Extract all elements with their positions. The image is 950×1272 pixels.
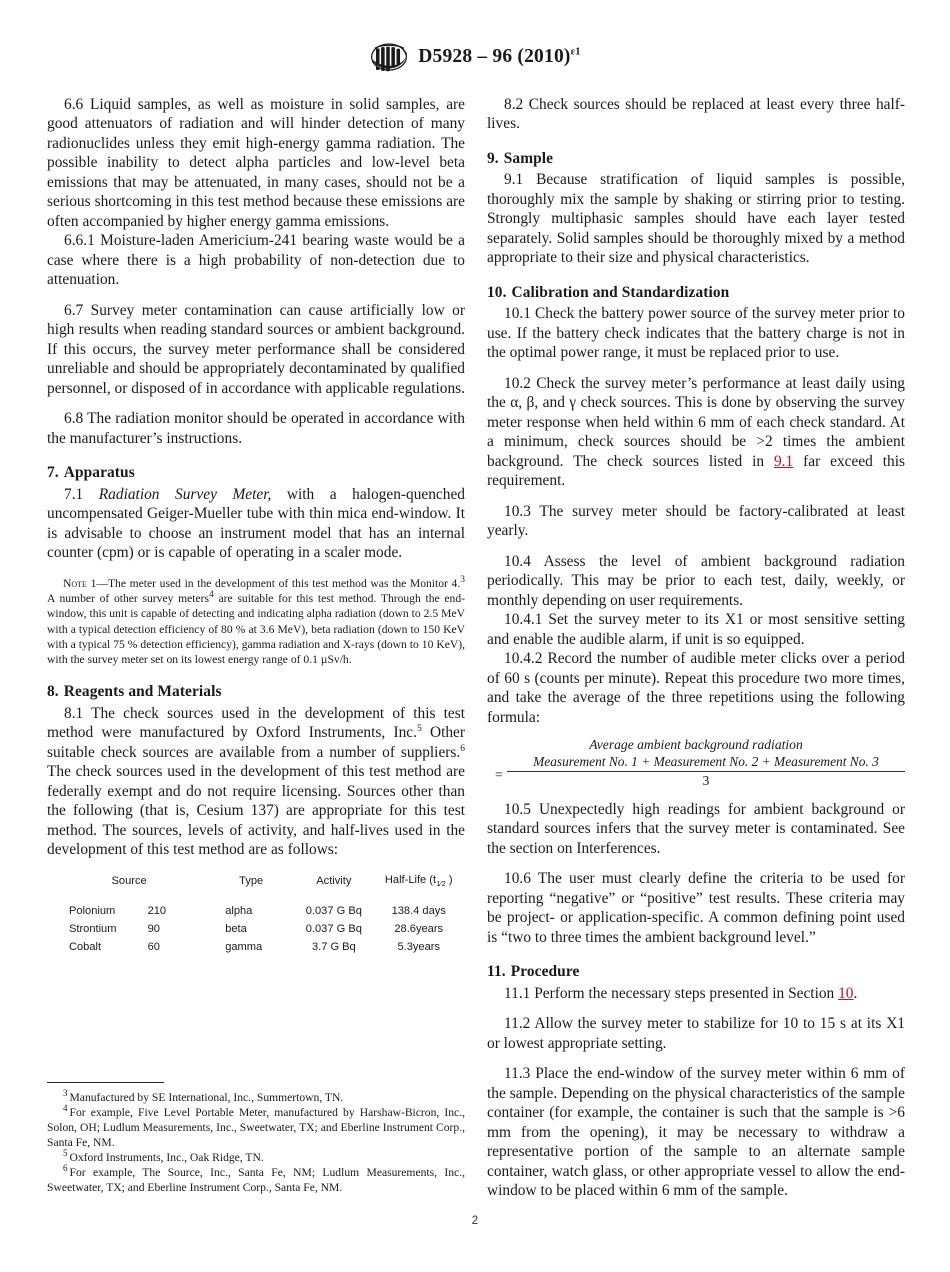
- section-10-title: Calibration and Standardization: [511, 283, 730, 301]
- cell-source-number: 60: [147, 940, 160, 953]
- left-column: [47, 95, 465, 957]
- section-heading-7: [47, 463, 465, 482]
- paragraph-7-1-number: 7.1: [64, 485, 99, 503]
- table-row: [47, 921, 465, 939]
- footnote-marker: 5: [63, 1148, 68, 1159]
- section-8-number: 8.: [47, 683, 59, 701]
- paragraph-8-2: 8.2 Check sources should be replaced at least every three half-lives.: [487, 96, 905, 133]
- paragraph-11-1-text-b: .: [853, 984, 858, 1002]
- paragraph-8-1: [47, 704, 465, 860]
- section-heading-8: [47, 682, 465, 701]
- page-header: [0, 42, 950, 72]
- table-row: [47, 903, 465, 921]
- cross-reference-link-9-1[interactable]: 9.1: [773, 452, 794, 470]
- cell-source-name: Cobalt: [69, 940, 102, 953]
- formula-numerator: Measurement No. 1 + Measurement No. 2 + Measurement No. 3: [507, 754, 905, 772]
- paragraph-10-4-2: 10.4.2 Record the number of audible meter clicks over a period of 60 s (counts per minute). Repeat this procedure two more times, and take the average of the three repetitions using the following formula:: [487, 650, 905, 726]
- note-1-text-c: are suitable for this test method. Through the end-window, this unit is capable of detecting and indicating alpha radiation (down to 2.5 MeV with a typical detection efficiency of 80 % at 3.6 MeV), beta radiation (down to 150 KeV with a typical 75 % detection efficiency), gamma radiation and X-rays (down to 10 KeV), with the survey meter set on its lowest energy range of 0.1 µSv/h.: [47, 591, 466, 667]
- paragraph-6-8: 6.8 The radiation monitor should be operated in accordance with the manufacturer’s instructions.: [47, 410, 465, 447]
- footnote-marker: 3: [63, 1088, 68, 1099]
- table-row: [47, 939, 465, 957]
- half-life-label: Half-Life (t: [384, 873, 437, 886]
- table-header-row: [47, 872, 465, 903]
- note-1-text-a: —The meter used in the development of this test method was the Monitor 4.: [96, 576, 461, 590]
- astm-logo-icon: [369, 42, 409, 72]
- paragraph-8-1-text-b: Other suitable check sources are available from a number of suppliers.: [47, 724, 465, 761]
- cell-source-number: 90: [147, 922, 160, 935]
- paragraph-8-1-footnote-ref-5: 5: [416, 724, 422, 735]
- source-table: [47, 872, 465, 957]
- footnote-text: Oxford Instruments, Inc., Oak Ridge, TN.: [69, 1151, 264, 1165]
- formula-denominator: 3: [702, 773, 710, 789]
- footnote-marker: 6: [63, 1163, 68, 1174]
- footnote-divider: [47, 1082, 164, 1083]
- column-header-type: Type: [239, 874, 264, 887]
- footnote-text: Manufactured by SE International, Inc., Summertown, TN.: [69, 1091, 344, 1104]
- paragraph-10-2: [487, 374, 905, 491]
- paragraph-10-3: 10.3 The survey meter should be factory-calibrated at least yearly.: [487, 502, 905, 540]
- paragraph-7-1-body: with a halogen-quenched uncompensated Geiger-Mueller tube with thin mica end-window. It is advisable to choose an instrument model that has an internal counter (cpm) or is capable of operating in a scaler mode.: [47, 485, 465, 562]
- paragraph-11-2: 11.2 Allow the survey meter to stabilize for 10 to 15 s at its X1 or lowest appropriate setting.: [487, 1015, 905, 1052]
- paragraph-8-1-text-c: The check sources used in the development of this test method are federally exempt and do not require licensing. Sources other than the following (that is, Cesium 137) are appropriate for this test method. The sources, levels of activity, and half-lives used in the development of this test method are as follows:: [47, 763, 465, 859]
- paragraph-10-5: 10.5 Unexpectedly high readings for ambient background or standard sources infers that the survey meter is contaminated. See the section on Interferences.: [487, 800, 905, 857]
- footnote-item: [47, 1165, 465, 1195]
- section-heading-9: [487, 149, 905, 168]
- footnote-item: [47, 1090, 465, 1105]
- paragraph-10-6: 10.6 The user must clearly define the criteria to be used for reporting “negative” or “positive” test results. These criteria may be project- or application-specific. A common defining point used is “two to three times the ambient background level.”: [487, 870, 905, 946]
- cell-activity: 3.7 G Bq: [311, 940, 356, 953]
- cell-half-life: 138.4 days: [391, 904, 446, 917]
- note-1: [47, 576, 465, 668]
- cross-reference-link-10[interactable]: 10: [838, 984, 854, 1002]
- cell-source-name: Strontium: [69, 922, 117, 935]
- cell-half-life: 28.6years: [394, 922, 444, 935]
- paragraph-11-3: 11.3 Place the end-window of the survey meter within 6 mm of the sample. Depending on the physical characteristics of the sample container (for example, the container is such that the sample is >6 mm from the opening), it may be necessary to withdraw a representative portion of the sample to an alternate sample container, watch glass, or other appropriate vessel to allow the end-window to be placed within 6 mm of the sample.: [487, 1065, 905, 1199]
- column-header-half-life: [372, 872, 465, 903]
- document-designation: [418, 46, 581, 68]
- paragraph-9-1: 9.1 Because stratification of liquid samples is possible, thoroughly mix the sample by shaking or stirring prior to testing. Strongly multiphasic samples should have each layer tested separately. Solid samples should be thoroughly mixed by a method appropriate to their size and physical characteristics.: [487, 171, 905, 267]
- paragraph-10-4: 10.4 Assess the level of ambient background radiation periodically. This may be prior to each test, daily, weekly, or monthly depending on user requirements.: [487, 552, 905, 609]
- section-9-number: 9.: [487, 149, 499, 167]
- note-1-text-b: A number of other survey meters: [47, 591, 210, 605]
- column-header-activity: Activity: [316, 874, 352, 887]
- section-heading-10: [487, 283, 905, 302]
- footnote-item: [47, 1105, 465, 1150]
- formula-fraction: [507, 754, 905, 789]
- cell-source-name: Polonium: [69, 904, 116, 917]
- paragraph-10-2-text-a: 10.2 Check the survey meter’s performance at least daily using the α, β, and γ check sources. This is done by observing the survey meter response when held within 6 mm of each check standard. At a minimum, check sources should be >2 times the ambient background. The check sources listed in: [487, 374, 905, 470]
- section-7-title: Apparatus: [63, 464, 135, 482]
- right-column: [487, 95, 905, 1200]
- average-background-formula: [487, 737, 905, 790]
- half-life-close: ): [445, 873, 453, 886]
- footnotes-block: [47, 1082, 465, 1195]
- formula-equation-row: [487, 754, 905, 789]
- paragraph-11-1-text-a: 11.1 Perform the necessary steps presented in Section: [504, 984, 839, 1002]
- paragraph-6-6-1: 6.6.1 Moisture-laden Americium-241 bearing waste would be a case where there is a high probability of non-detection due to attenuation.: [47, 232, 465, 289]
- cell-source-number: 210: [147, 904, 167, 917]
- footnote-list: [47, 1090, 465, 1195]
- formula-title: Average ambient background radiation: [589, 737, 803, 753]
- footnote-item: [47, 1150, 465, 1165]
- paragraph-10-2-text-b: far exceed this requirement.: [487, 452, 906, 490]
- section-11-number: 11.: [487, 963, 506, 981]
- note-1-footnote-ref-4: 4: [209, 590, 214, 601]
- cell-type: alpha: [225, 904, 253, 917]
- cell-type: gamma: [225, 940, 263, 953]
- page-number: 2: [471, 1215, 479, 1227]
- formula-equals-sign: =: [495, 768, 503, 784]
- paragraph-7-1-term: Radiation Survey Meter,: [98, 485, 272, 503]
- section-11-title: Procedure: [510, 963, 580, 981]
- cell-half-life: 5.3years: [397, 940, 441, 953]
- cell-activity: 0.037 G Bq: [305, 904, 362, 917]
- paragraph-8-1-text-a: 8.1 The check sources used in the development of this test method were manufactured by Oxford Instruments, Inc.: [47, 704, 465, 742]
- source-table-body: [47, 903, 465, 957]
- designation-superscript: ε1: [570, 46, 581, 58]
- paragraph-10-1: 10.1 Check the battery power source of the survey meter prior to use. If the battery check indicates that the battery charge is not in the optimal power range, it must be replaced prior to use.: [487, 305, 905, 362]
- footnote-marker: 4: [63, 1103, 68, 1114]
- cell-activity: 0.037 G Bq: [305, 922, 362, 935]
- paragraph-6-6: 6.6 Liquid samples, as well as moisture in solid samples, are good attenuators of radiation and will hinder detection of many radionuclides unless they emit high-energy gamma radiation. The possible inability to detect alpha particles and low-level beta emissions that may be attenuated, in many cases, should not be a serious shortcoming in this test method because these emissions are often accompanied by higher energy gamma emissions.: [47, 96, 465, 230]
- section-7-number: 7.: [47, 464, 59, 482]
- footnote-text: For example, Five Level Portable Meter, manufactured by Harshaw-Bicron, Inc., Solon, OH; Ludlum Measurements, Inc., Sweetwater, TX; and Eberline Instrument Corp., Santa Fe, NM.: [47, 1106, 465, 1150]
- designation-text: D5928 – 96 (2010): [418, 46, 571, 67]
- paragraph-8-1-footnote-ref-6: 6: [460, 743, 465, 754]
- paragraph-10-4-1: 10.4.1 Set the survey meter to its X1 or most sensitive setting and enable the audible alarm, if unit is so equipped.: [487, 611, 905, 648]
- note-1-footnote-ref-3: 3: [460, 574, 465, 585]
- section-10-number: 10.: [487, 283, 507, 301]
- note-1-label: Note 1: [63, 576, 97, 590]
- column-header-source: Source: [111, 874, 147, 887]
- footnote-text: For example, The Source, Inc., Santa Fe, NM; Ludlum Measurements, Inc., Sweetwater, TX; and Eberline Instrument Corp., Santa Fe, NM.: [47, 1166, 465, 1195]
- paragraph-6-7: 6.7 Survey meter contamination can cause artificially low or high results when reading standard sources or ambient background. If this occurs, the survey meter performance shall be considered unreliable and should be appropriately decontaminated by qualified personnel, or disposed of in accordance with applicable regulations.: [47, 301, 465, 397]
- half-life-subscript: 1⁄2: [436, 879, 446, 889]
- section-heading-11: [487, 962, 905, 981]
- section-8-title: Reagents and Materials: [63, 683, 222, 701]
- paragraph-7-1: [47, 485, 465, 563]
- section-9-title: Sample: [503, 149, 554, 167]
- paragraph-11-1: [487, 984, 905, 1003]
- cell-type: beta: [225, 922, 247, 935]
